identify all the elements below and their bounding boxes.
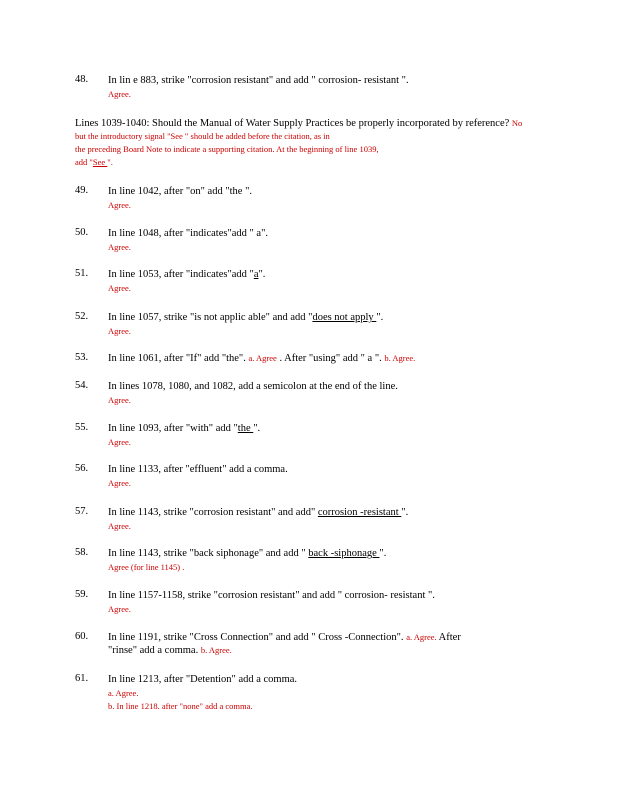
response-note: Agree. (108, 521, 131, 531)
response-note: b. In line 1218. after "none" add a comma. (108, 701, 253, 711)
response-note: Agree. (108, 604, 131, 614)
item-text: In lines 1078, 1080, and 1082, add a semicolon at the end of the line. (108, 381, 398, 392)
item-number: 48. (75, 74, 89, 85)
response-note: Agree. (108, 437, 131, 447)
item-text: In line 1053, after "indicates"add "a". (108, 269, 266, 280)
item-number: 54. (75, 380, 89, 391)
item-text: In line 1061, after "If" add "the". a. Agree . After "using" add " a ". b. Agree. (108, 353, 416, 364)
item-text: In line 1057, strike "is not applic able" and add "does not apply ". (108, 312, 384, 323)
response-note: a. Agree (248, 353, 277, 363)
response-note: the preceding Board Note to indicate a supporting citation. At the beginning of line 1039, (75, 144, 379, 154)
item-number: 55. (75, 422, 89, 433)
response-note: Agree. (108, 242, 131, 252)
item-number: 59. (75, 589, 89, 600)
item-number: 50. (75, 227, 89, 238)
item-text: In line 1191, strike "Cross Connection" and add " Cross -Connection". a. Agree. After "rinse" add a comma. b. Agree. (108, 632, 461, 656)
response-note: Agree. (108, 395, 131, 405)
item-text: In line 1213, after "Detention" add a comma. (108, 674, 298, 685)
item-number: 51. (75, 268, 89, 279)
item-text: In line 1143, strike "corrosion resistant" and add" corrosion -resistant ". (108, 507, 409, 518)
response-note: b. Agree. (200, 645, 232, 655)
response-note: Agree. (108, 478, 131, 488)
response-note: b. Agree. (384, 353, 416, 363)
question-paragraph (75, 117, 530, 169)
item-text: In line 1157-1158, strike "corrosion resistant" and add " corrosion- resistant ". (108, 590, 435, 601)
item-number: 60. (75, 631, 89, 642)
item-number: 56. (75, 463, 89, 474)
item-text: In line 1048, after "indicates"add " a". (108, 228, 269, 239)
item-number: 52. (75, 311, 89, 322)
response-note: a. Agree. (406, 632, 437, 642)
response-note: Agree. (108, 200, 131, 210)
item-number: 58. (75, 547, 89, 558)
item-number: 57. (75, 506, 89, 517)
response-note: add "See ". (75, 157, 113, 167)
item-text: In line 1042, after "on" add "the ". (108, 186, 252, 197)
response-note: Agree. (108, 283, 131, 293)
item-text: In line 1093, after "with" add "the ". (108, 423, 261, 434)
response-note: a. Agree. (108, 688, 139, 698)
response-note: No but the introductory signal "See " should be added before the citation, as in (75, 118, 523, 141)
question-text: Lines 1039-1040: Should the Manual of Water Supply Practices be properly incorporated by reference? (75, 118, 510, 129)
item-number: 49. (75, 185, 89, 196)
item-text: In line 1143, strike "back siphonage" and add " back -siphonage ". (108, 548, 387, 559)
item-text: In line 1133, after "effluent" add a comma. (108, 464, 288, 475)
item-text: In lin e 883, strike "corrosion resistant" and add " corrosion- resistant ". (108, 75, 409, 86)
item-number: 53. (75, 352, 89, 363)
response-note: Agree. (108, 326, 131, 336)
response-note: Agree. (108, 89, 131, 99)
response-note: Agree (for line 1145) . (108, 562, 185, 572)
item-number: 61. (75, 673, 89, 684)
